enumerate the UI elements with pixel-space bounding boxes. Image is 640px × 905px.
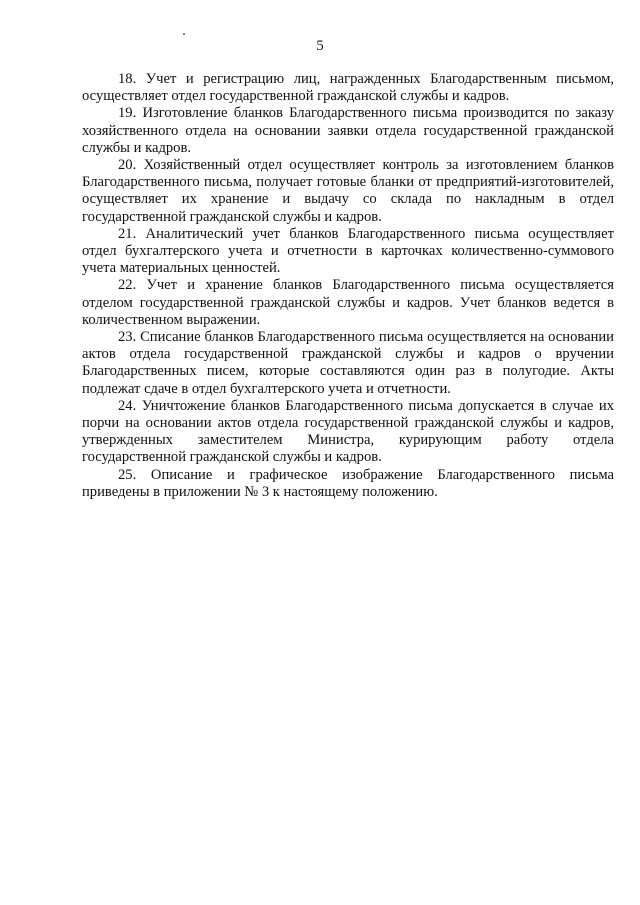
page-number: 5 <box>316 38 324 54</box>
paragraph-22: 22. Учет и хранение бланков Благодарственного письма осуществляется отделом государственной гражданской службы и кадров. Учет бланков ведется в количественном выражении. <box>82 277 614 328</box>
document-body <box>82 71 614 501</box>
paragraph-21: 21. Аналитический учет бланков Благодарственного письма осуществляет отдел бухгалтерского учета и отчетности в карточках количественно-суммового учета материальных ценностей. <box>82 225 614 277</box>
paragraph-20: 20. Хозяйственный отдел осуществляет контроль за изготовлением бланков Благодарственного письма, получает готовые бланки от предприятий-изготовителей, осуществляет их хранение и выдачу со склада по накладным в отдел государственной гражданской службы и кадров. <box>82 157 614 225</box>
scan-speck <box>183 33 185 35</box>
paragraph-25: 25. Описание и графическое изображение Благодарственного письма приведены в приложении № 3 к настоящему положению. <box>82 466 614 500</box>
paragraph-18: 18. Учет и регистрацию лиц, награжденных Благодарственным письмом, осуществляет отдел государственной гражданской службы и кадров. <box>82 71 614 105</box>
paragraph-24: 24. Уничтожение бланков Благодарственного письма допускается в случае их порчи на основании актов отдела государственной гражданской службы и кадров, утвержденных заместителем Министра, курирующим работу отдела государственной гражданской службы и кадров. <box>82 397 614 466</box>
paragraph-23: 23. Списание бланков Благодарственного письма осуществляется на основании актов отдела государственной гражданской службы и кадров о вручении Благодарственных писем, которые составляются один раз в полугодие. Акты подлежат сдаче в отдел бухгалтерского учета и отчетности. <box>82 329 614 397</box>
paragraph-19: 19. Изготовление бланков Благодарственного письма производится по заказу хозяйственного отдела на основании заявки отдела государственной гражданской службы и кадров. <box>82 105 614 156</box>
